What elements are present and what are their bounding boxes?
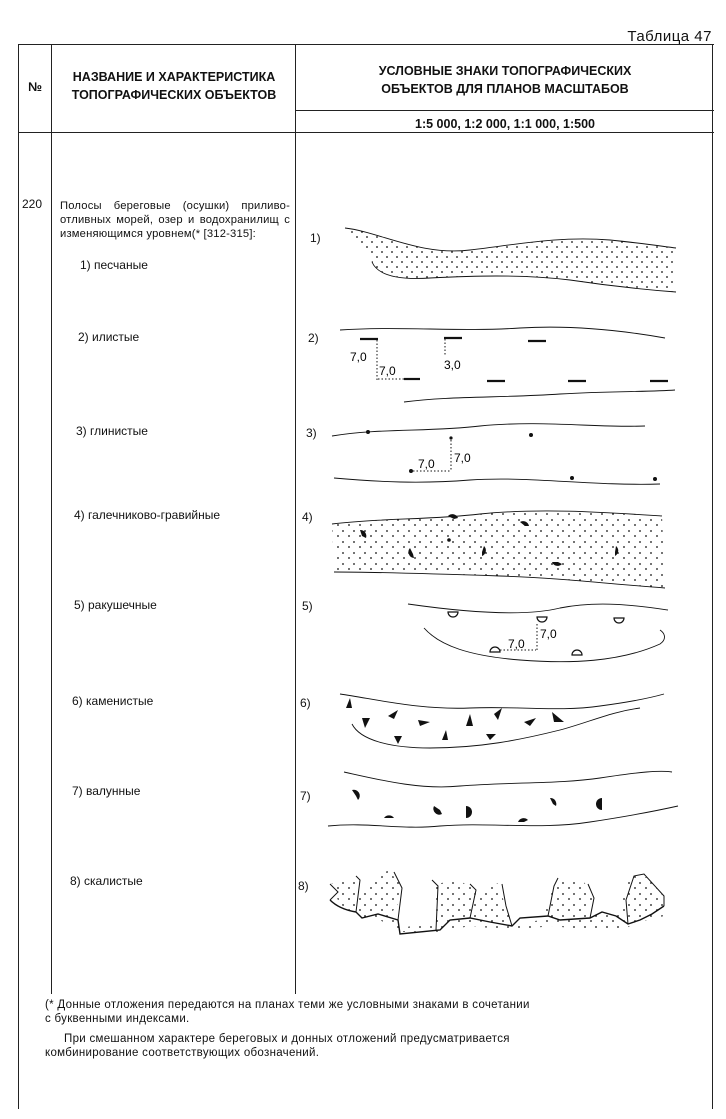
symbol-clay	[332, 424, 660, 485]
header-name-line1: НАЗВАНИЕ И ХАРАКТЕРИСТИКА	[72, 70, 276, 84]
table-number-label: Таблица 47	[627, 28, 712, 45]
item-label-shell: 5) ракушечные	[74, 598, 157, 612]
footnote-line1: (* Донные отложения передаются на планах теми же условными знаками в сочетании	[45, 999, 530, 1011]
header-scales: 1:5 000, 1:2 000, 1:1 000, 1:500	[415, 117, 595, 131]
item-label-silty: 2) илистые	[78, 330, 140, 344]
header-name-line2: ТОПОГРАФИЧЕСКИХ ОБЪЕКТОВ	[71, 88, 277, 102]
item-label-boulder: 7) валунные	[72, 784, 141, 798]
item-label-pebble-gravel: 4) галечниково-гравийные	[74, 508, 221, 522]
item-label-stony: 6) каменистые	[72, 694, 154, 708]
dimension-silty-2: 7,0	[379, 364, 396, 378]
symbol-boulder	[328, 771, 678, 827]
footnote-line3: При смешанном характере береговых и донных отложений предусматривается	[64, 1033, 510, 1045]
dimension-silty-1: 7,0	[350, 350, 367, 364]
symbol-pebble-gravel	[332, 511, 665, 588]
dimension-silty-3: 3,0	[444, 358, 461, 372]
symbol-number-7: 7)	[300, 789, 311, 803]
symbol-number-5: 5)	[302, 599, 313, 613]
item-label-sandy: 1) песчаные	[80, 258, 148, 272]
row-description: Полосы береговые (осушки) приливо-отливных морей, озер и водохранилищ с изменяющимся уровнем(* [312-315]:	[60, 200, 290, 240]
dimension-shell-1: 7,0	[508, 637, 525, 651]
symbol-sandy	[345, 228, 676, 292]
item-label-clay: 3) глинистые	[76, 424, 148, 438]
symbol-number-6: 6)	[300, 696, 311, 710]
dimension-clay-2: 7,0	[454, 451, 471, 465]
symbol-stony	[340, 694, 664, 748]
item-label-rocky: 8) скалистые	[70, 874, 143, 888]
symbol-rocky	[330, 870, 664, 934]
row-number: 220	[22, 197, 43, 211]
header-signs-line1: УСЛОВНЫЕ ЗНАКИ ТОПОГРАФИЧЕСКИХ	[378, 64, 632, 78]
header-number: №	[28, 80, 42, 94]
dimension-clay-1: 7,0	[418, 457, 435, 471]
symbol-number-1: 1)	[310, 231, 321, 245]
footnote-line4: комбинирование соответствующих обозначений.	[45, 1047, 320, 1059]
symbol-shell	[408, 604, 668, 662]
symbol-number-3: 3)	[306, 426, 317, 440]
header-signs-line2: ОБЪЕКТОВ ДЛЯ ПЛАНОВ МАСШТАБОВ	[381, 82, 629, 96]
symbol-number-2: 2)	[308, 331, 319, 345]
symbol-silty	[340, 327, 675, 402]
symbol-number-8: 8)	[298, 879, 309, 893]
dimension-shell-2: 7,0	[540, 627, 557, 641]
footnote-line2: с буквенными индексами.	[45, 1013, 190, 1025]
symbol-number-4: 4)	[302, 510, 313, 524]
